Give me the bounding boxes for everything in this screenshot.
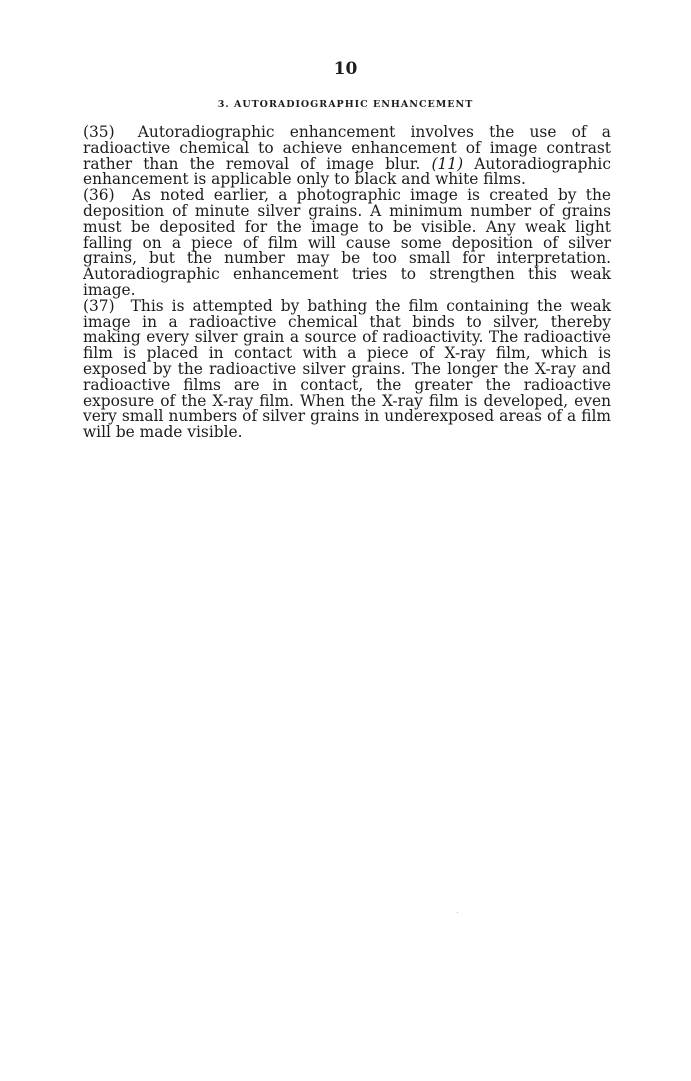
body-text [83,125,611,441]
paragraph-35 [83,125,611,188]
paragraph-text: This is attempted by bathing the film containing the weak image in a radioactive chemical that binds to silver, thereby making every silver grain a source of radioactivity. The radioactive film is placed in contact with a piece of X-ray film, which is exposed by the radioactive silver grains. The longer the X-ray and radioactive films are in contact, the greater the radioactive exposure of the X-ray film. When the X-ray film is developed, even very small numbers of silver grains in underexposed areas of a film will be made visible. [83,296,611,442]
paragraph-36 [83,188,611,299]
paragraph-number: (37) [83,296,115,315]
section-heading: 3. AUTORADIOGRAPHIC ENHANCEMENT [217,99,474,110]
paper-speck [457,912,458,913]
citation-reference: (11) [431,154,464,173]
paragraph-number: (35) [83,123,115,141]
paragraph-text: As noted earlier, a photographic image is created by the deposition of minute silver grains. A minimum number of grains must be deposited for the image to be visible. Any weak light falling on a piece of film will cause some deposition of silver grains, but the number may be too small for interpretation. Autoradiographic enhancement tries to strengthen this weak image. [83,186,611,299]
paragraph-number: (36) [83,186,115,205]
page-number: 10 [333,59,358,79]
paragraph-text: Autoradiographic enhancement involves the use of a radioactive chemical to achieve enhancement of image contrast rather than the removal of image blur. [83,123,611,173]
paragraph-37 [83,296,611,442]
paragraph-text: Autoradiographic enhancement is applicable only to black and white films. [83,154,611,189]
